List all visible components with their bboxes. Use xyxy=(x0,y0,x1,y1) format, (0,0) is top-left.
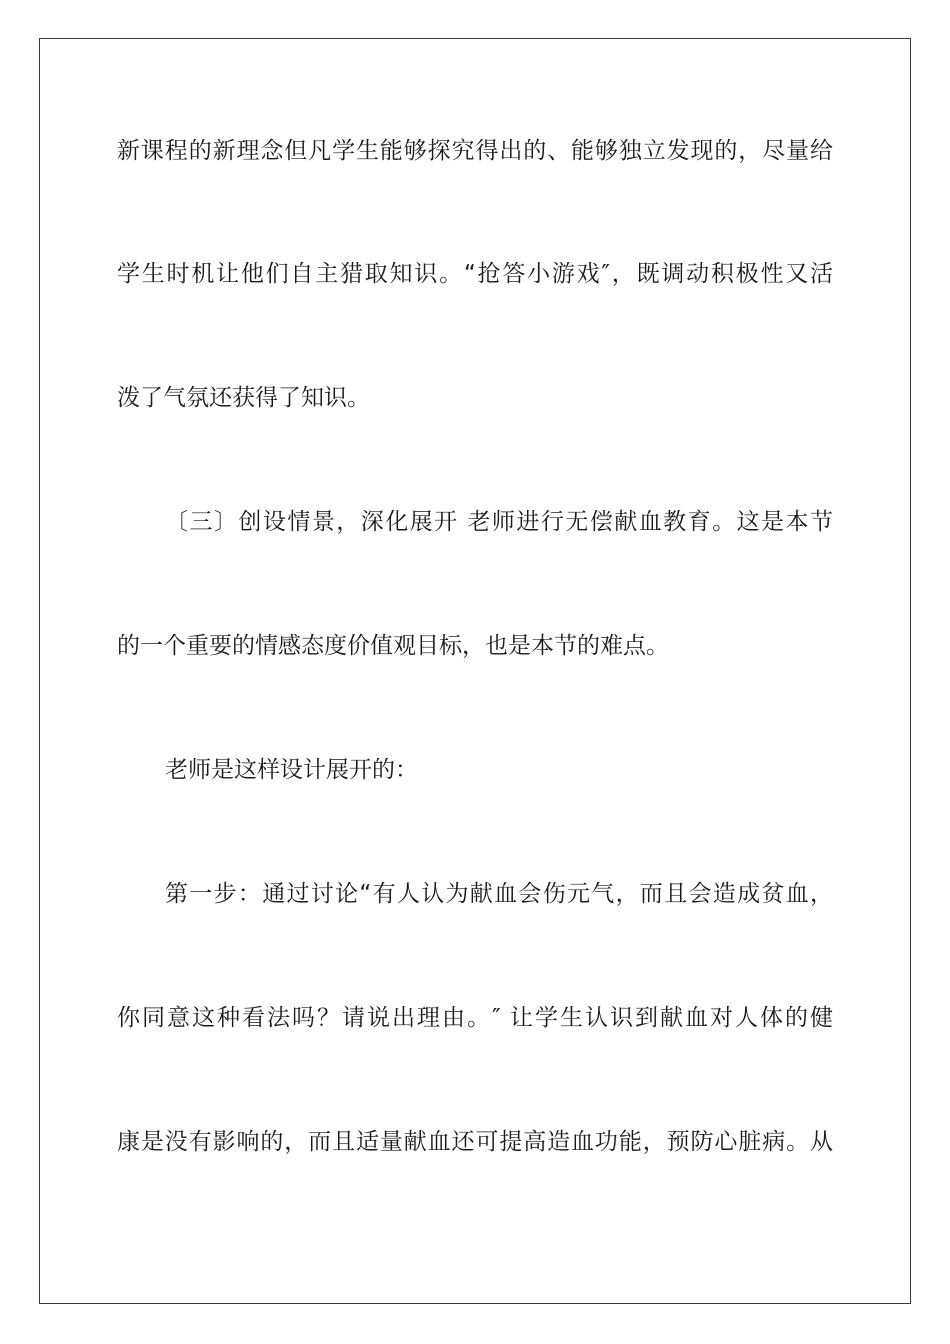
paragraph-line: 你同意这种看法吗？请说出理由。″ 让学生认识到献血对人体的健 xyxy=(117,1005,833,1031)
paragraph-line: 康是没有影响的，而且适量献血还可提高造血功能，预防心脏病。从 xyxy=(117,1129,833,1155)
paragraph-line: 泼了气氛还获得了知识。 xyxy=(117,385,370,411)
paragraph-line: 学生时机让他们自主猎取知识。“抢答小游戏″，既调动积极性又活 xyxy=(117,261,833,287)
page-border xyxy=(39,38,911,1304)
section-heading-line: 〔三〕创设情景，深化展开 老师进行无偿献血教育。这是本节 xyxy=(165,509,833,535)
paragraph-line: 的一个重要的情感态度价值观目标，也是本节的难点。 xyxy=(117,633,669,659)
paragraph-line: 第一步：通过讨论“有人认为献血会伤元气，而且会造成贫血， xyxy=(165,881,833,907)
paragraph-line: 新课程的新理念但凡学生能够探究得出的、能够独立发现的，尽量给 xyxy=(117,138,833,164)
paragraph-line: 老师是这样设计展开的： xyxy=(165,757,418,783)
